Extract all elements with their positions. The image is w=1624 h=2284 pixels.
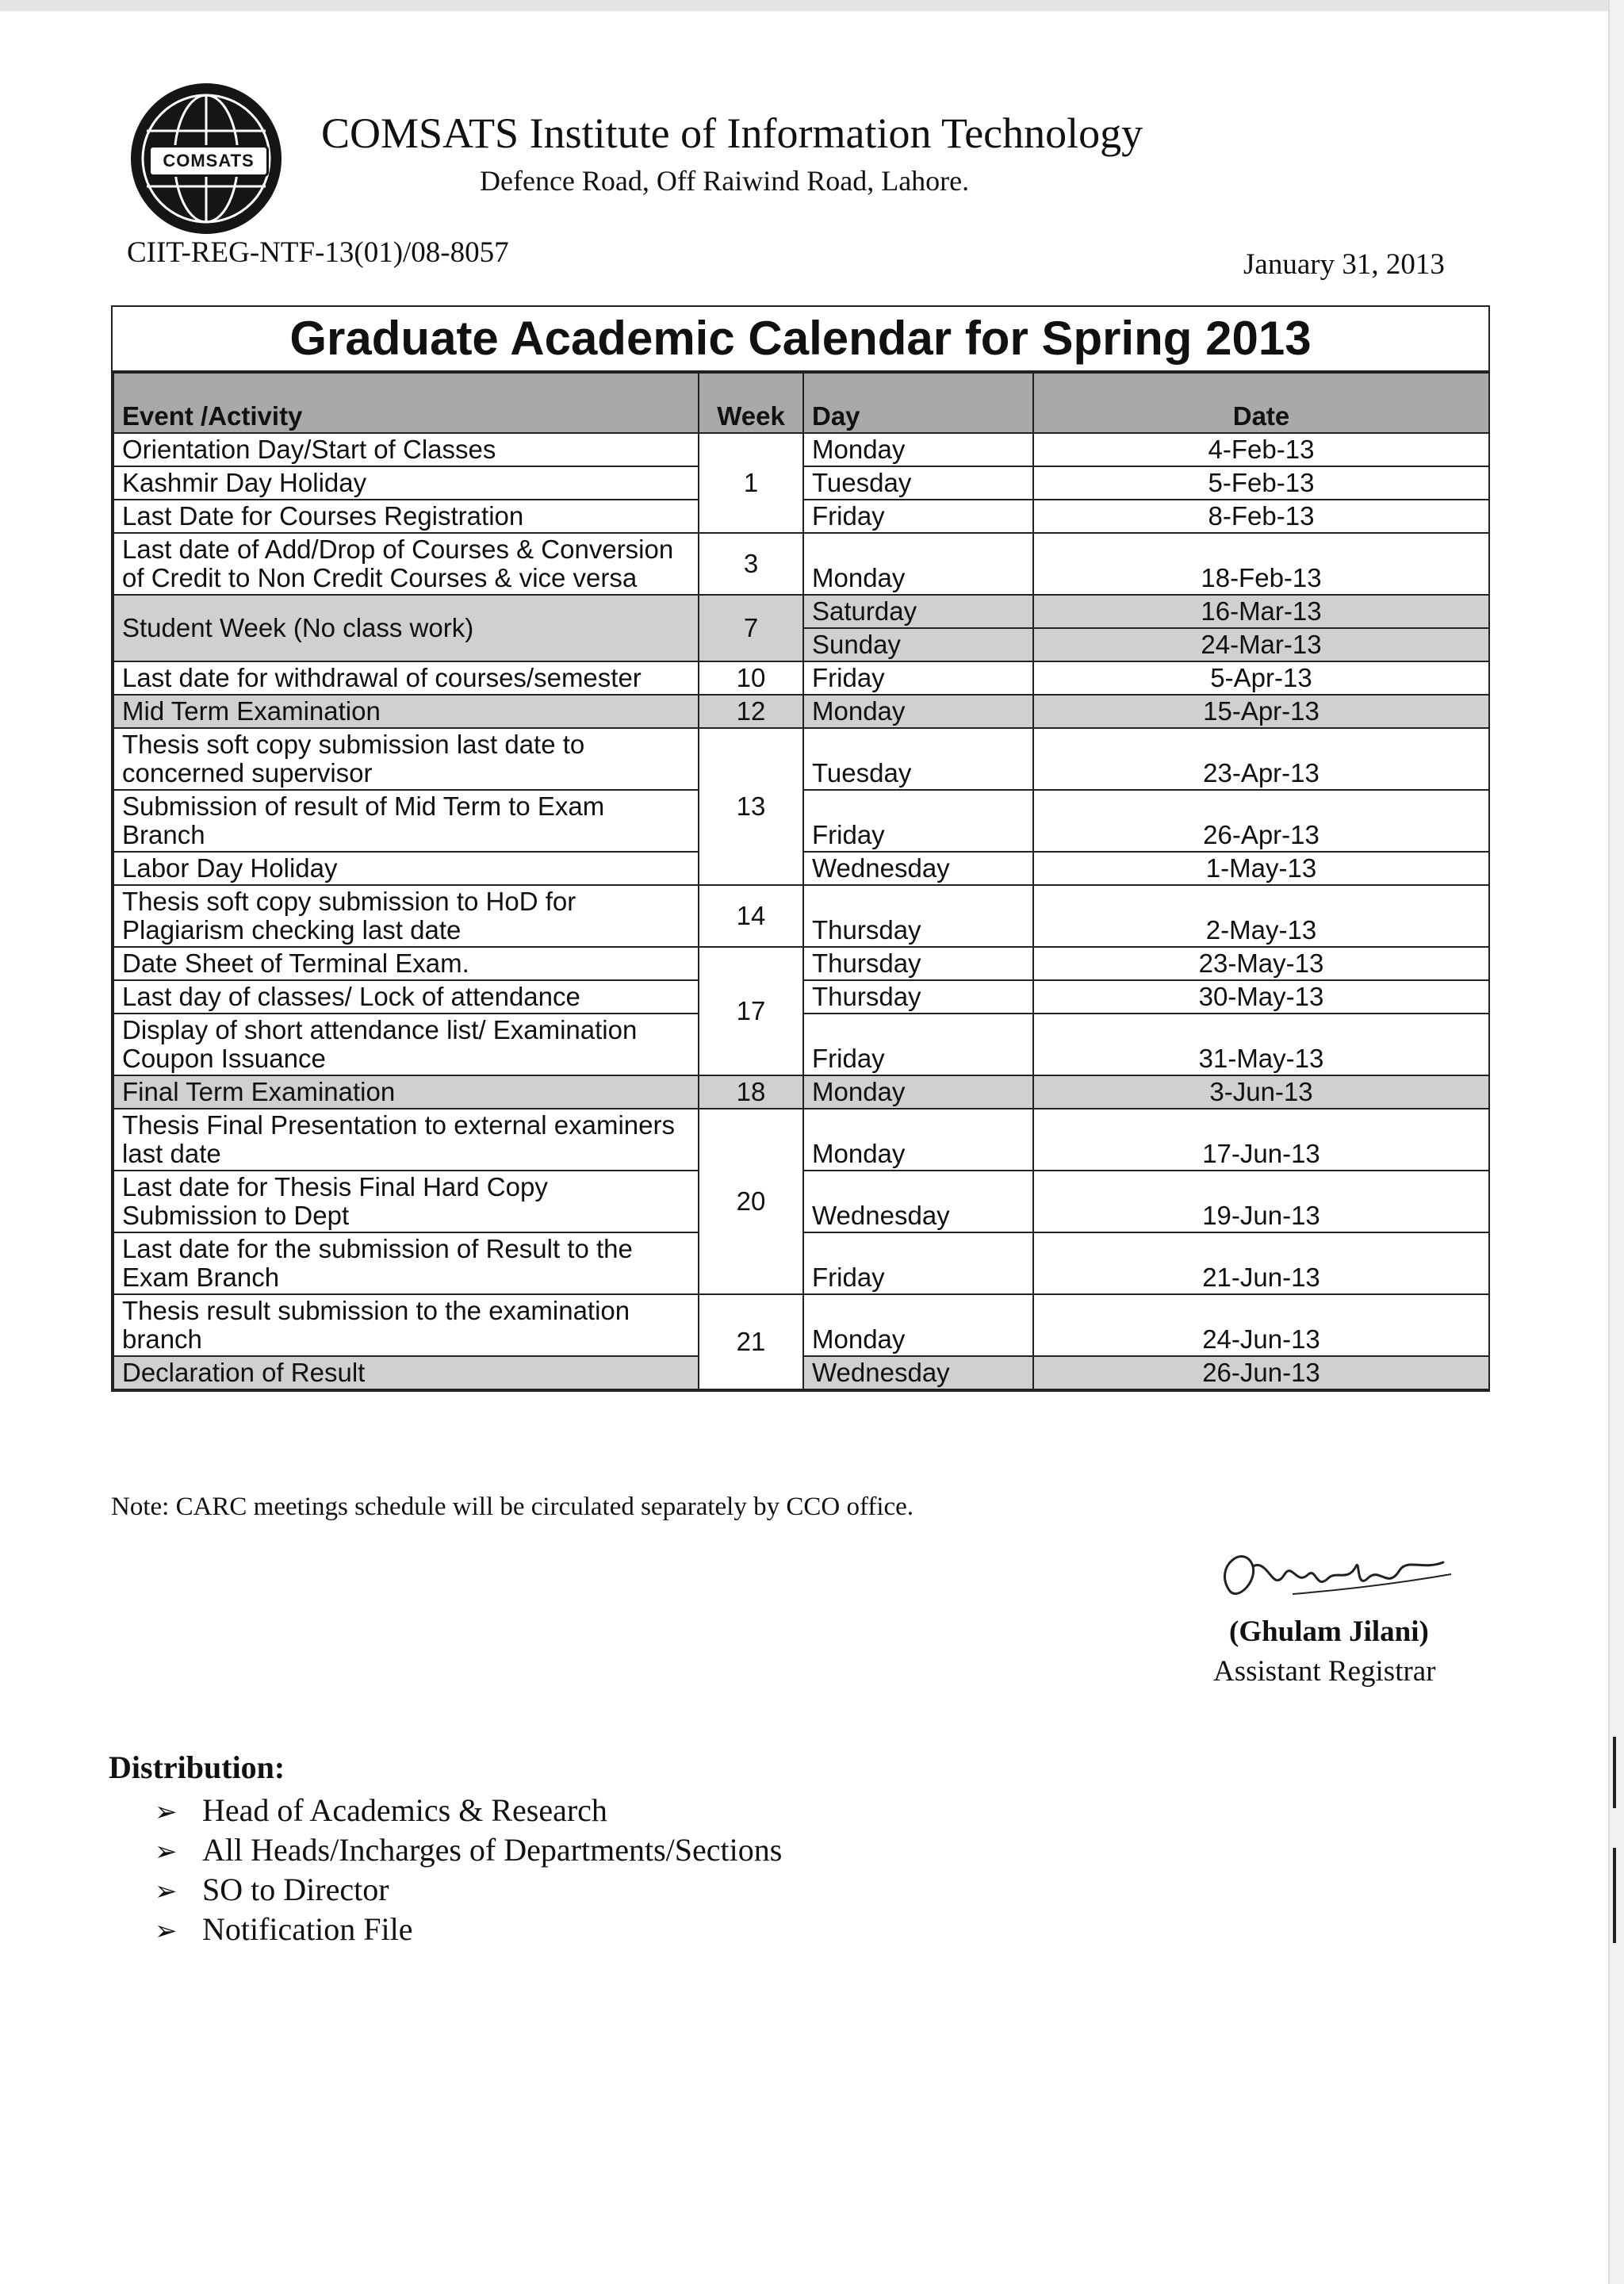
date-cell: 17-Jun-13 (1033, 1109, 1489, 1171)
page-top-edge (0, 0, 1624, 11)
document-date: January 31, 2013 (1243, 248, 1445, 281)
page-right-edge (1608, 0, 1624, 2284)
table-row (113, 661, 1489, 695)
date-cell: 4-Feb-13 (1033, 433, 1489, 466)
event-cell: Labor Day Holiday (113, 852, 699, 885)
date-cell: 18-Feb-13 (1033, 533, 1489, 595)
date-cell: 21-Jun-13 (1033, 1232, 1489, 1294)
day-cell: Thursday (803, 980, 1033, 1014)
scan-edge-mark (1613, 1848, 1616, 1943)
list-item: ➢ SO to Director (155, 1870, 782, 1910)
day-cell: Friday (803, 500, 1033, 533)
event-cell: Last Date for Courses Registration (113, 500, 699, 533)
arrow-bullet-icon: ➢ (155, 1836, 178, 1868)
event-cell: Last date for Thesis Final Hard Copy Submission to Dept (113, 1171, 699, 1232)
day-cell: Friday (803, 661, 1033, 695)
distribution-list (155, 1791, 782, 1949)
date-cell: 16-Mar-13 (1033, 595, 1489, 628)
week-cell: 21 (699, 1294, 803, 1389)
table-row (113, 885, 1489, 947)
list-item: ➢ All Heads/Incharges of Departments/Sections (155, 1830, 782, 1870)
week-cell: 7 (699, 595, 803, 661)
date-cell: 5-Apr-13 (1033, 661, 1489, 695)
day-cell: Wednesday (803, 852, 1033, 885)
column-header-day: Day (803, 373, 1033, 433)
arrow-bullet-icon: ➢ (155, 1876, 178, 1907)
event-cell: Thesis Final Presentation to external examiners last date (113, 1109, 699, 1171)
week-cell: 12 (699, 695, 803, 728)
date-cell: 3-Jun-13 (1033, 1075, 1489, 1109)
table-header-row (113, 373, 1489, 433)
list-item: ➢ Head of Academics & Research (155, 1791, 782, 1830)
calendar-title: Graduate Academic Calendar for Spring 2013 (113, 307, 1488, 372)
date-cell: 26-Jun-13 (1033, 1356, 1489, 1389)
event-cell: Thesis soft copy submission last date to concerned supervisor (113, 728, 699, 790)
week-cell: 13 (699, 728, 803, 885)
table-row (113, 1109, 1489, 1171)
event-cell: Final Term Examination (113, 1075, 699, 1109)
date-cell: 23-May-13 (1033, 947, 1489, 980)
table-row (113, 1294, 1489, 1356)
date-cell: 8-Feb-13 (1033, 500, 1489, 533)
logo-text: COMSATS (148, 145, 269, 177)
event-cell: Last date of Add/Drop of Courses & Conversion of Credit to Non Credit Courses & vice versa (113, 533, 699, 595)
event-cell: Last day of classes/ Lock of attendance (113, 980, 699, 1014)
week-cell: 17 (699, 947, 803, 1075)
date-cell: 2-May-13 (1033, 885, 1489, 947)
day-cell: Monday (803, 1075, 1033, 1109)
table-row (113, 728, 1489, 790)
day-cell: Saturday (803, 595, 1033, 628)
date-cell: 24-Mar-13 (1033, 628, 1489, 661)
event-cell: Student Week (No class work) (113, 595, 699, 661)
table-row (113, 1075, 1489, 1109)
date-cell: 30-May-13 (1033, 980, 1489, 1014)
day-cell: Wednesday (803, 1171, 1033, 1232)
distribution-heading: Distribution: (109, 1749, 285, 1785)
arrow-bullet-icon: ➢ (155, 1796, 178, 1828)
table-row (113, 533, 1489, 595)
event-cell: Mid Term Examination (113, 695, 699, 728)
date-cell: 1-May-13 (1033, 852, 1489, 885)
event-cell: Display of short attendance list/ Examination Coupon Issuance (113, 1014, 699, 1075)
day-cell: Wednesday (803, 1356, 1033, 1389)
week-cell: 1 (699, 433, 803, 533)
date-cell: 26-Apr-13 (1033, 790, 1489, 852)
date-cell: 5-Feb-13 (1033, 466, 1489, 500)
comsats-logo (131, 83, 282, 234)
date-cell: 24-Jun-13 (1033, 1294, 1489, 1356)
week-cell: 18 (699, 1075, 803, 1109)
signature-graphic (1197, 1535, 1467, 1614)
day-cell: Friday (803, 1232, 1033, 1294)
arrow-bullet-icon: ➢ (155, 1915, 178, 1947)
date-cell: 23-Apr-13 (1033, 728, 1489, 790)
signatory-name: (Ghulam Jilani) (1229, 1615, 1429, 1648)
week-cell: 3 (699, 533, 803, 595)
table-row (113, 595, 1489, 628)
calendar-grid (113, 372, 1490, 1390)
date-cell: 15-Apr-13 (1033, 695, 1489, 728)
event-cell: Orientation Day/Start of Classes (113, 433, 699, 466)
event-cell: Last date for the submission of Result to the Exam Branch (113, 1232, 699, 1294)
day-cell: Monday (803, 1109, 1033, 1171)
column-header-week: Week (699, 373, 803, 433)
day-cell: Tuesday (803, 466, 1033, 500)
event-cell: Thesis soft copy submission to HoD for Plagiarism checking last date (113, 885, 699, 947)
letterhead (131, 75, 1479, 226)
day-cell: Friday (803, 1014, 1033, 1075)
event-cell: Last date for withdrawal of courses/semester (113, 661, 699, 695)
event-cell: Thesis result submission to the examination branch (113, 1294, 699, 1356)
schedule-note: Note: CARC meetings schedule will be circulated separately by CCO office. (111, 1493, 914, 1521)
reference-number: CIIT-REG-NTF-13(01)/08-8057 (127, 236, 509, 269)
date-cell: 31-May-13 (1033, 1014, 1489, 1075)
day-cell: Friday (803, 790, 1033, 852)
day-cell: Monday (803, 433, 1033, 466)
day-cell: Sunday (803, 628, 1033, 661)
day-cell: Tuesday (803, 728, 1033, 790)
signatory-title: Assistant Registrar (1213, 1655, 1436, 1688)
day-cell: Monday (803, 1294, 1033, 1356)
week-cell: 20 (699, 1109, 803, 1294)
scan-edge-mark (1613, 1737, 1616, 1808)
day-cell: Monday (803, 533, 1033, 595)
organization-name: COMSATS Institute of Information Technology (321, 109, 1143, 157)
day-cell: Monday (803, 695, 1033, 728)
column-header-event: Event /Activity (113, 373, 699, 433)
table-row (113, 947, 1489, 980)
day-cell: Thursday (803, 947, 1033, 980)
date-cell: 19-Jun-13 (1033, 1171, 1489, 1232)
event-cell: Submission of result of Mid Term to Exam Branch (113, 790, 699, 852)
column-header-date: Date (1033, 373, 1489, 433)
event-cell: Declaration of Result (113, 1356, 699, 1389)
table-row (113, 695, 1489, 728)
event-cell: Kashmir Day Holiday (113, 466, 699, 500)
event-cell: Date Sheet of Terminal Exam. (113, 947, 699, 980)
week-cell: 10 (699, 661, 803, 695)
list-item: ➢ Notification File (155, 1910, 782, 1949)
academic-calendar-table (111, 305, 1490, 1392)
day-cell: Thursday (803, 885, 1033, 947)
table-row (113, 433, 1489, 466)
week-cell: 14 (699, 885, 803, 947)
organization-address: Defence Road, Off Raiwind Road, Lahore. (480, 165, 970, 197)
